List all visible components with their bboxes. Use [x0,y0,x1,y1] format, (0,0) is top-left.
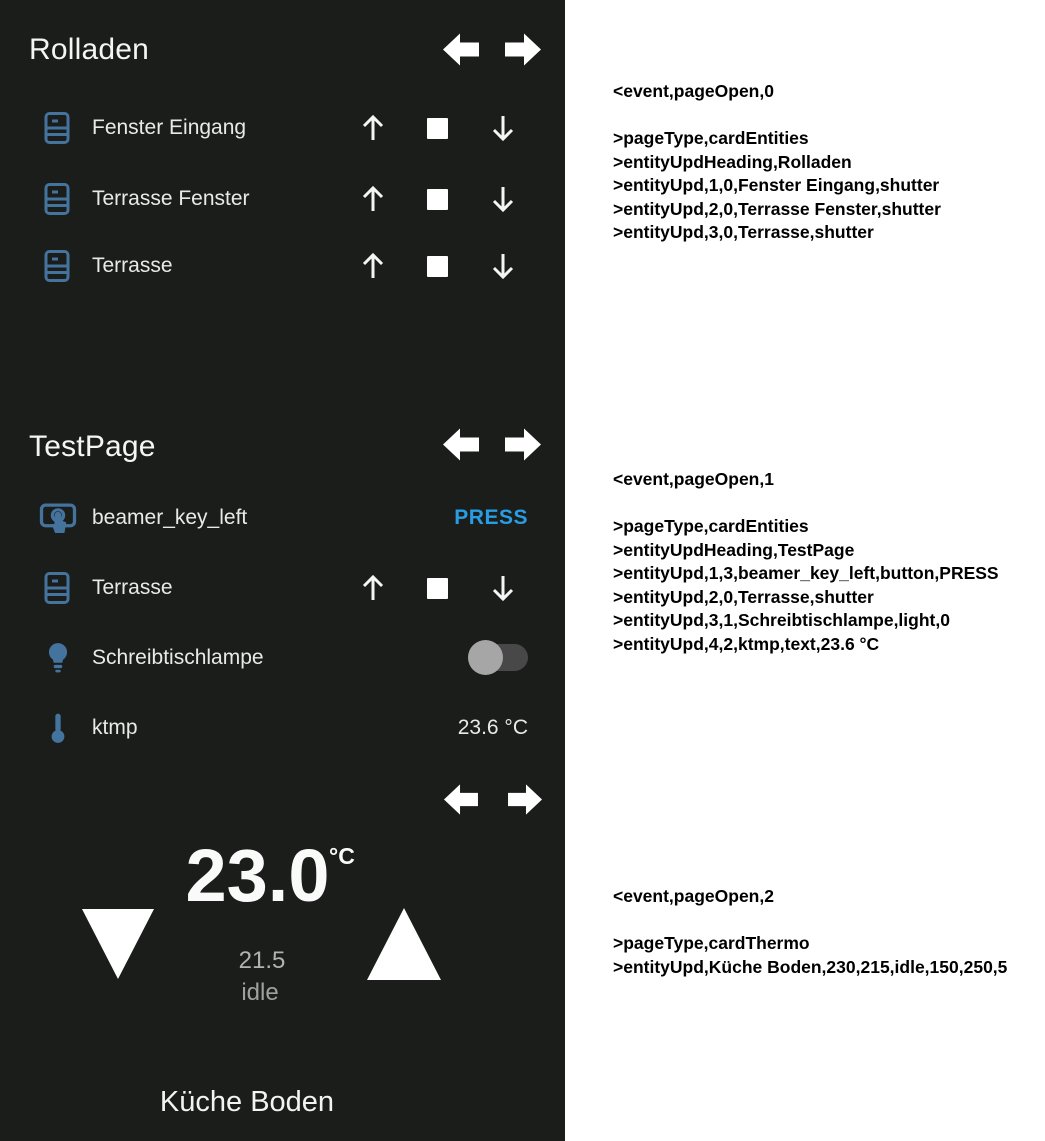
log-line: >pageType,cardEntities [613,516,809,536]
shutter-stop-button[interactable] [427,118,448,139]
log-line: >entityUpd,4,2,ktmp,text,23.6 °C [613,633,880,654]
nav-prev-button[interactable] [443,783,480,819]
arrow-left-icon [442,32,479,68]
shutter-up-button[interactable] [359,250,387,282]
log-block [613,468,1043,656]
entity-label: beamer_key_left [92,506,248,529]
log-gap [613,104,1043,128]
shutter-stop-button[interactable] [427,256,448,277]
entity-row [0,179,565,219]
arrow-left-icon [442,427,479,463]
arrow-right-icon [505,32,542,68]
log-gap [613,909,1043,933]
window-shutter-icon [44,249,70,283]
log-line: <event,pageOpen,1 [613,469,774,489]
press-button[interactable]: PRESS [454,506,528,529]
log-line: <event,pageOpen,2 [613,886,774,906]
log-line: >entityUpd,2,0,Terrasse,shutter [613,586,874,607]
current-temperature: 23.0 [185,834,330,917]
entity-label: Fenster Eingang [92,116,247,139]
light-toggle-switch[interactable] [468,639,528,676]
nav-prev-button[interactable] [442,427,479,463]
shutter-down-button[interactable] [489,572,517,604]
log-line: >entityUpd,3,1,Schreibtischlampe,light,0 [613,610,950,630]
temp-increase-button[interactable] [367,908,441,980]
setpoint-temperature: 21.5 [238,947,286,974]
entity-row [0,498,565,538]
page-title: TestPage [29,430,156,463]
hvac-state: idle [241,979,279,1006]
log-block [613,885,1043,979]
entity-label: Terrasse [92,254,173,277]
window-shutter-icon [44,182,70,216]
entity-row [0,108,565,148]
shutter-down-button[interactable] [489,112,517,144]
shutter-down-button[interactable] [489,183,517,215]
entity-row [0,246,565,286]
entity-label: Terrasse Fenster [92,187,250,210]
entity-row [0,568,565,608]
arrow-left-icon [443,783,478,817]
log-line: >entityUpd,1,0,Fenster Eingang,shutter [613,175,940,195]
entity-label: ktmp [92,716,138,739]
log-line: >entityUpdHeading,Rolladen [613,151,852,172]
log-line: >entityUpd,1,3,beamer_key_left,button,PRESS [613,563,999,583]
log-line: >entityUpdHeading,TestPage [613,539,855,560]
nav-prev-button[interactable] [442,32,479,68]
log-line: >entityUpd,2,0,Terrasse Fenster,shutter [613,198,941,219]
nav-next-button[interactable] [505,427,542,463]
log-line: <event,pageOpen,0 [613,81,774,101]
temp-decrease-button[interactable] [82,909,154,979]
shutter-up-button[interactable] [359,112,387,144]
entity-row [0,638,565,678]
log-line: >entityUpd,3,0,Terrasse,shutter [613,222,874,242]
thermostat-name: Küche Boden [159,1086,335,1118]
arrow-right-icon [508,783,543,817]
temperature-unit: °C [329,843,355,869]
log-line: >pageType,cardThermo [613,933,810,953]
thermometer-icon [50,712,66,744]
arrow-right-icon [505,427,542,463]
entity-row [0,708,565,748]
window-shutter-icon [44,111,70,145]
shutter-up-button[interactable] [359,183,387,215]
log-gap [613,492,1043,516]
shutter-stop-button[interactable] [427,578,448,599]
entity-label: Terrasse [92,576,173,599]
page-title: Rolladen [29,33,150,66]
log-line: >pageType,cardEntities [613,128,809,148]
lightbulb-icon [46,642,70,674]
shutter-stop-button[interactable] [427,189,448,210]
entity-value: 23.6 °C [457,716,528,739]
nav-next-button[interactable] [505,32,542,68]
shutter-down-button[interactable] [489,250,517,282]
shutter-up-button[interactable] [359,572,387,604]
toggle-knob [468,640,503,675]
nav-next-button[interactable] [508,783,545,819]
log-line: >entityUpd,Küche Boden,230,215,idle,150,250,5 [613,956,1008,977]
log-block [613,80,1043,245]
window-shutter-icon [44,571,70,605]
entity-label: Schreibtischlampe [92,646,264,669]
gesture-tap-button-icon [38,502,78,535]
